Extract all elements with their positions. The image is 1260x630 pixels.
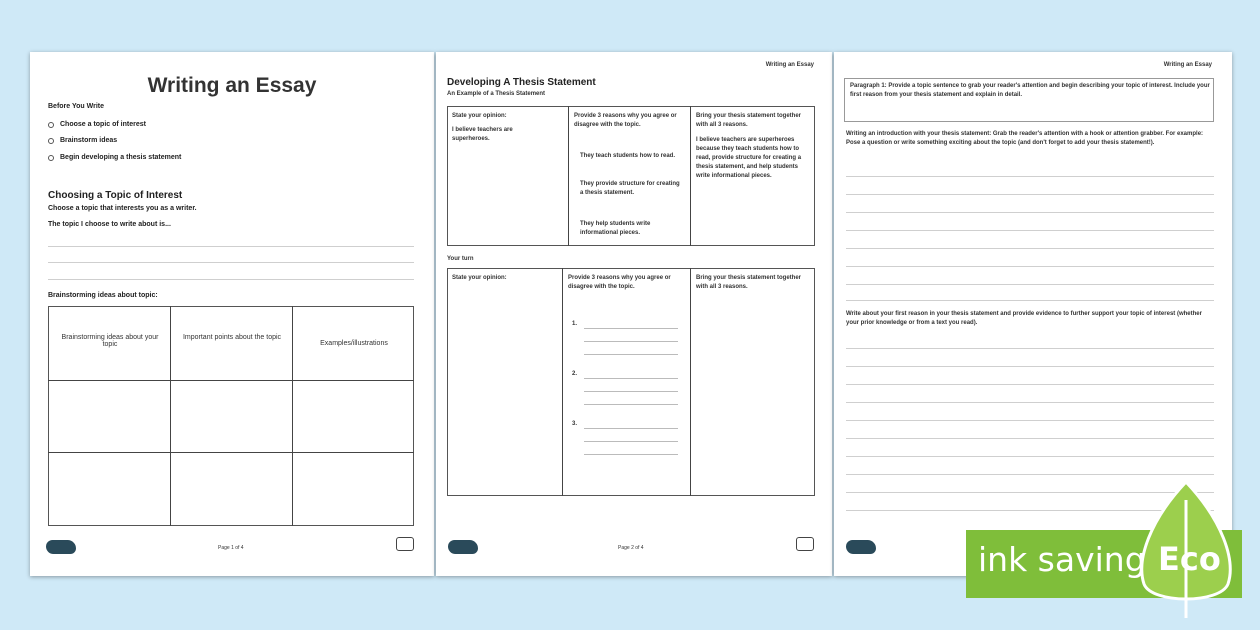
table-divider	[690, 268, 691, 496]
page-subtitle: An Example of a Thesis Statement	[447, 91, 546, 97]
topic-prompt: The topic I choose to write about is...	[48, 221, 171, 228]
worksheet-page-1	[30, 52, 434, 576]
writing-line	[846, 348, 1214, 349]
example-reason-3: They help students write informational pieces.	[580, 221, 651, 236]
writing-line	[846, 266, 1214, 267]
twinkl-logo	[46, 540, 76, 554]
table-divider	[170, 306, 171, 526]
example-opinion-title: State your opinion:	[452, 113, 507, 119]
intro-instruction: Writing an introduction with your thesis statement: Grab the reader's attention with a hook or attention grabber. For example: Pose a question or write something exciting about the topic (and don't forget to add your thesis statement!).	[846, 131, 1204, 146]
ink-saving-label: ink saving	[978, 540, 1146, 579]
example-reasons-title: Provide 3 reasons why you agree or disagree with the topic.	[574, 113, 677, 128]
eco-label: Eco	[1158, 540, 1221, 578]
table-divider	[690, 106, 691, 246]
writing-line	[846, 284, 1214, 285]
writing-line	[584, 454, 678, 455]
table-divider	[562, 268, 563, 496]
twinkl-logo	[448, 540, 478, 554]
reason-number: 3.	[572, 421, 578, 427]
twinkl-logo	[846, 540, 876, 554]
writing-line	[846, 402, 1214, 403]
table-divider	[48, 452, 414, 453]
writing-line	[846, 420, 1214, 421]
table-divider	[292, 306, 293, 526]
example-opinion-text: I believe teachers are superheroes.	[452, 127, 513, 142]
example-thesis-text: I believe teachers are superheroes because they teach students how to read, provide structure for creating a thesis statement, and help students write informational pieces.	[696, 137, 802, 179]
reason-number: 2.	[572, 371, 578, 377]
checklist-circle	[48, 138, 54, 144]
your-turn-table	[447, 268, 815, 496]
checklist-circle	[48, 122, 54, 128]
turn-opinion-title: State your opinion:	[452, 275, 507, 281]
writing-line	[846, 248, 1214, 249]
writing-line	[584, 404, 678, 405]
stamp-icon	[396, 537, 414, 551]
writing-line	[846, 212, 1214, 213]
writing-line	[584, 391, 678, 392]
writing-line	[584, 428, 678, 429]
writing-line	[584, 441, 678, 442]
reason-number: 1.	[572, 321, 578, 327]
brainstorm-label: Brainstorming ideas about topic:	[48, 292, 158, 299]
writing-line	[48, 279, 414, 280]
checklist-item: Choose a topic of interest	[60, 121, 146, 128]
table-header: Examples/illustrations	[320, 340, 388, 347]
writing-line	[846, 384, 1214, 385]
writing-line	[48, 262, 414, 263]
page-number: Page 2 of 4	[618, 545, 644, 551]
page-title: Writing an Essay	[147, 74, 317, 97]
table-header: Important points about the topic	[182, 334, 282, 341]
example-reason-1: They teach students how to read.	[580, 153, 676, 159]
page-header: Writing an Essay	[1163, 62, 1212, 68]
turn-reasons-title: Provide 3 reasons why you agree or disagree with the topic.	[568, 275, 671, 290]
worksheet-page-2	[436, 52, 832, 576]
section-subheading: Choose a topic that interests you as a writer.	[48, 205, 197, 212]
page-title: Developing A Thesis Statement	[447, 77, 596, 88]
writing-line	[846, 300, 1214, 301]
checklist-item: Begin developing a thesis statement	[60, 154, 182, 161]
page-header: Writing an Essay	[765, 62, 814, 68]
writing-line	[846, 366, 1214, 367]
table-header: Brainstorming ideas about your topic	[61, 334, 159, 348]
writing-line	[846, 176, 1214, 177]
before-you-write-label: Before You Write	[48, 103, 105, 110]
checklist-item: Brainstorm ideas	[60, 137, 118, 144]
writing-line	[584, 328, 678, 329]
table-divider	[48, 380, 414, 381]
your-turn-label: Your turn	[447, 256, 474, 262]
writing-line	[846, 474, 1214, 475]
page-number: Page 1 of 4	[218, 545, 244, 551]
writing-line	[584, 354, 678, 355]
writing-line	[584, 341, 678, 342]
writing-line	[846, 194, 1214, 195]
instruction-text: Paragraph 1: Provide a topic sentence to grab your reader's attention and begin describing your topic of interest. Include your first reason from your thesis statement and explain in detail.	[850, 83, 1210, 98]
writing-line	[846, 438, 1214, 439]
writing-line	[846, 230, 1214, 231]
reason-instruction: Write about your first reason in your thesis statement and provide evidence to further support your topic of interest (whether your prior knowledge or from a text you read).	[846, 311, 1202, 326]
turn-thesis-title: Bring your thesis statement together with all 3 reasons.	[696, 275, 802, 290]
stamp-icon	[796, 537, 814, 551]
table-divider	[568, 106, 569, 246]
section-heading: Choosing a Topic of Interest	[48, 190, 183, 201]
checklist-circle	[48, 155, 54, 161]
example-reason-2: They provide structure for creating a thesis statement.	[580, 181, 680, 196]
writing-line	[846, 456, 1214, 457]
writing-line	[584, 378, 678, 379]
writing-line	[48, 246, 414, 247]
example-thesis-title: Bring your thesis statement together with all 3 reasons.	[696, 113, 802, 128]
